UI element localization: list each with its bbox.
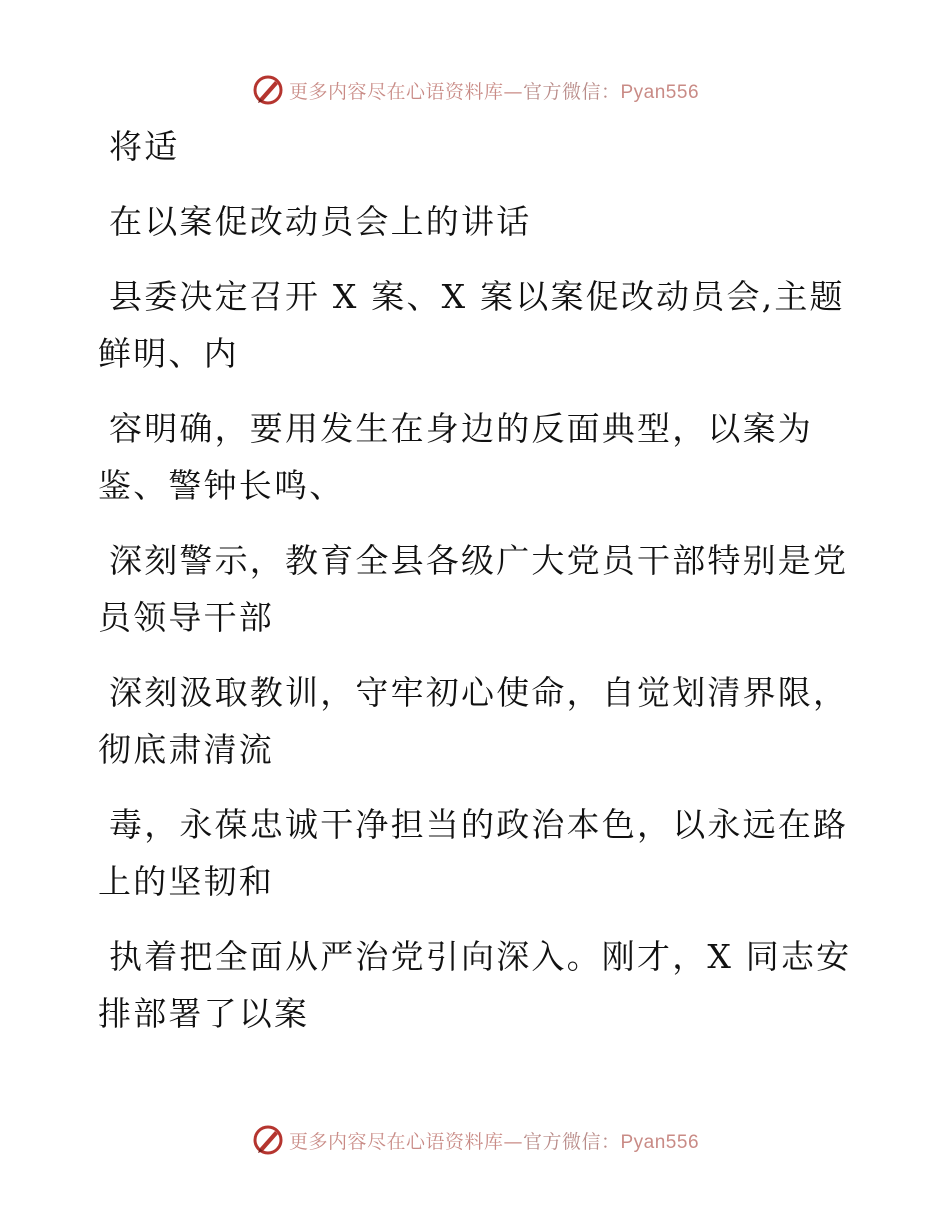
paragraph-5 [98,532,849,646]
paragraph-title [98,193,838,250]
header-banner-dash: — [503,80,523,103]
header-banner-id: Pyan556 [620,81,700,103]
header-banner-text [289,77,699,104]
footer-banner-text [289,1127,699,1154]
paragraph-line: 容明确，要用发生在身边的反面典型，以案为 [109,409,813,448]
footer-watermark-banner [0,1120,950,1160]
document-body [98,118,852,1060]
paragraph-line: 县委决定召开 X 案、X 案以案促改动员会,主题 [109,277,845,316]
paragraph-1 [98,118,838,175]
paragraph-line: 深刻警示，教育全县各级广大党员干部特别是党 [109,541,849,580]
paragraph-line: 深刻汲取教训，守牢初心使命，自觉划清界限， [109,673,849,712]
paragraph-line: 排部署了以案 [98,994,310,1033]
paragraph-8 [98,928,852,1042]
footer-banner-dash: — [503,1130,523,1153]
paragraph-4 [98,400,838,514]
pen-logo-icon [251,1123,285,1157]
paragraph-line: 鉴、警钟长鸣、 [98,466,345,505]
header-banner-site: 更多内容尽在心语资料库 [288,80,504,103]
paragraph-line: 将适 [109,127,180,166]
paragraph-line: 员领导干部 [98,598,274,637]
paragraph-3 [98,268,845,382]
paragraph-line: 上的坚韧和 [98,862,274,901]
paragraph-7 [98,796,849,910]
pen-logo-icon [251,73,285,107]
paragraph-line: 鲜明、内 [98,334,239,373]
footer-banner-id: Pyan556 [620,1131,700,1153]
footer-banner-official: 官方微信： [522,1130,621,1153]
paragraph-line: 彻底肃清流 [98,730,274,769]
header-watermark-banner [0,70,950,110]
paragraph-6 [98,664,849,778]
paragraph-line: 在以案促改动员会上的讲话 [109,202,532,241]
footer-banner-site: 更多内容尽在心语资料库 [288,1130,504,1153]
paragraph-line: 执着把全面从严治党引向深入。刚才，X 同志安 [109,937,852,976]
paragraph-line: 毒，永葆忠诚干净担当的政治本色，以永远在路 [109,805,849,844]
header-banner-official: 官方微信： [522,80,621,103]
